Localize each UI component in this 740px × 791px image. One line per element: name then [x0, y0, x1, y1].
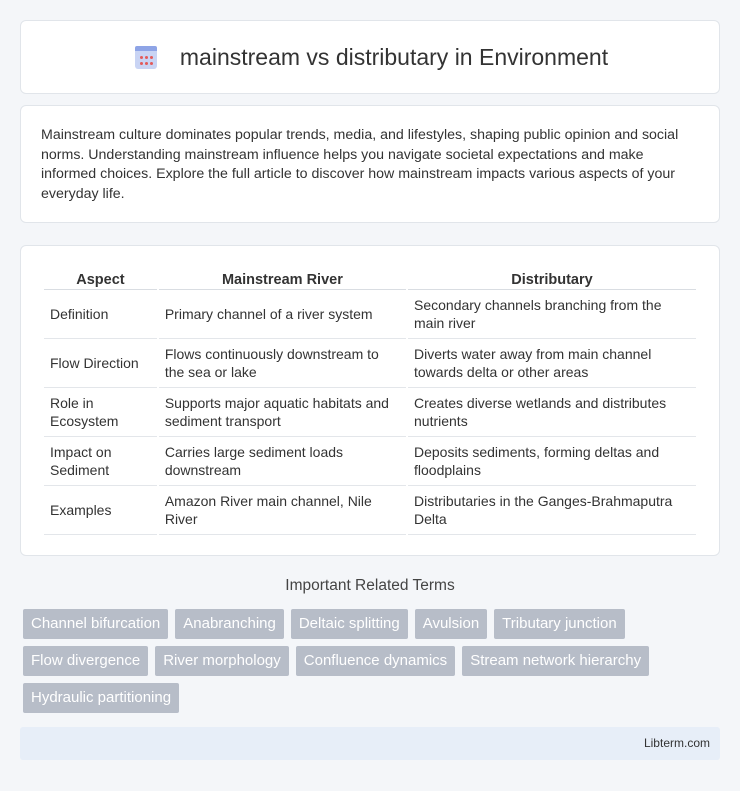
column-header: Aspect: [44, 266, 157, 290]
related-term-tag[interactable]: River morphology: [155, 646, 289, 676]
table-cell: Supports major aquatic habitats and sediment transport: [159, 388, 406, 437]
intro-card: [20, 105, 720, 223]
table-cell: Amazon River main channel, Nile River: [159, 486, 406, 535]
table-row: [44, 388, 696, 437]
related-term-tag[interactable]: Hydraulic partitioning: [23, 683, 179, 713]
table-row: [44, 339, 696, 388]
column-header: Mainstream River: [159, 266, 406, 290]
calendar-icon: [132, 43, 160, 71]
related-terms-title: Important Related Terms: [285, 577, 455, 594]
table-cell: Primary channel of a river system: [159, 290, 406, 339]
related-term-tag[interactable]: Flow divergence: [23, 646, 148, 676]
comparison-card: [20, 245, 720, 556]
table-row: [44, 437, 696, 486]
comparison-table: [42, 266, 698, 535]
related-terms-list: [23, 609, 723, 720]
table-cell: Definition: [44, 290, 157, 339]
table-cell: Flow Direction: [44, 339, 157, 388]
related-term-tag[interactable]: Deltaic splitting: [291, 609, 408, 639]
related-term-tag[interactable]: Channel bifurcation: [23, 609, 168, 639]
table-cell: Carries large sediment loads downstream: [159, 437, 406, 486]
table-cell: Secondary channels branching from the main river: [408, 290, 696, 339]
intro-text: Mainstream culture dominates popular trends, media, and lifestyles, shaping public opinion and social norms. Understanding mainstream influence helps you navigate societal expectations and make informed choices. Explore the full article to discover how mainstream impacts various aspects of your everyday life.: [41, 127, 679, 202]
table-header-row: [44, 266, 696, 290]
table-row: [44, 486, 696, 535]
table-cell: Distributaries in the Ganges-Brahmaputra Delta: [408, 486, 696, 535]
related-term-tag[interactable]: Confluence dynamics: [296, 646, 455, 676]
table-cell: Examples: [44, 486, 157, 535]
related-term-tag[interactable]: Stream network hierarchy: [462, 646, 649, 676]
table-cell: Impact on Sediment: [44, 437, 157, 486]
related-term-tag[interactable]: Avulsion: [415, 609, 487, 639]
table-cell: Diverts water away from main channel towards delta or other areas: [408, 339, 696, 388]
table-cell: Deposits sediments, forming deltas and floodplains: [408, 437, 696, 486]
table-cell: Role in Ecosystem: [44, 388, 157, 437]
related-term-tag[interactable]: Tributary junction: [494, 609, 625, 639]
header-card: [20, 20, 720, 94]
page-title: mainstream vs distributary in Environment: [179, 43, 609, 70]
table-row: [44, 290, 696, 339]
footer-brand-link[interactable]: Libterm.com: [643, 736, 710, 750]
related-term-tag[interactable]: Anabranching: [175, 609, 284, 639]
table-cell: Flows continuously downstream to the sea or lake: [159, 339, 406, 388]
footer: [20, 727, 720, 760]
column-header: Distributary: [408, 266, 696, 290]
table-cell: Creates diverse wetlands and distributes nutrients: [408, 388, 696, 437]
